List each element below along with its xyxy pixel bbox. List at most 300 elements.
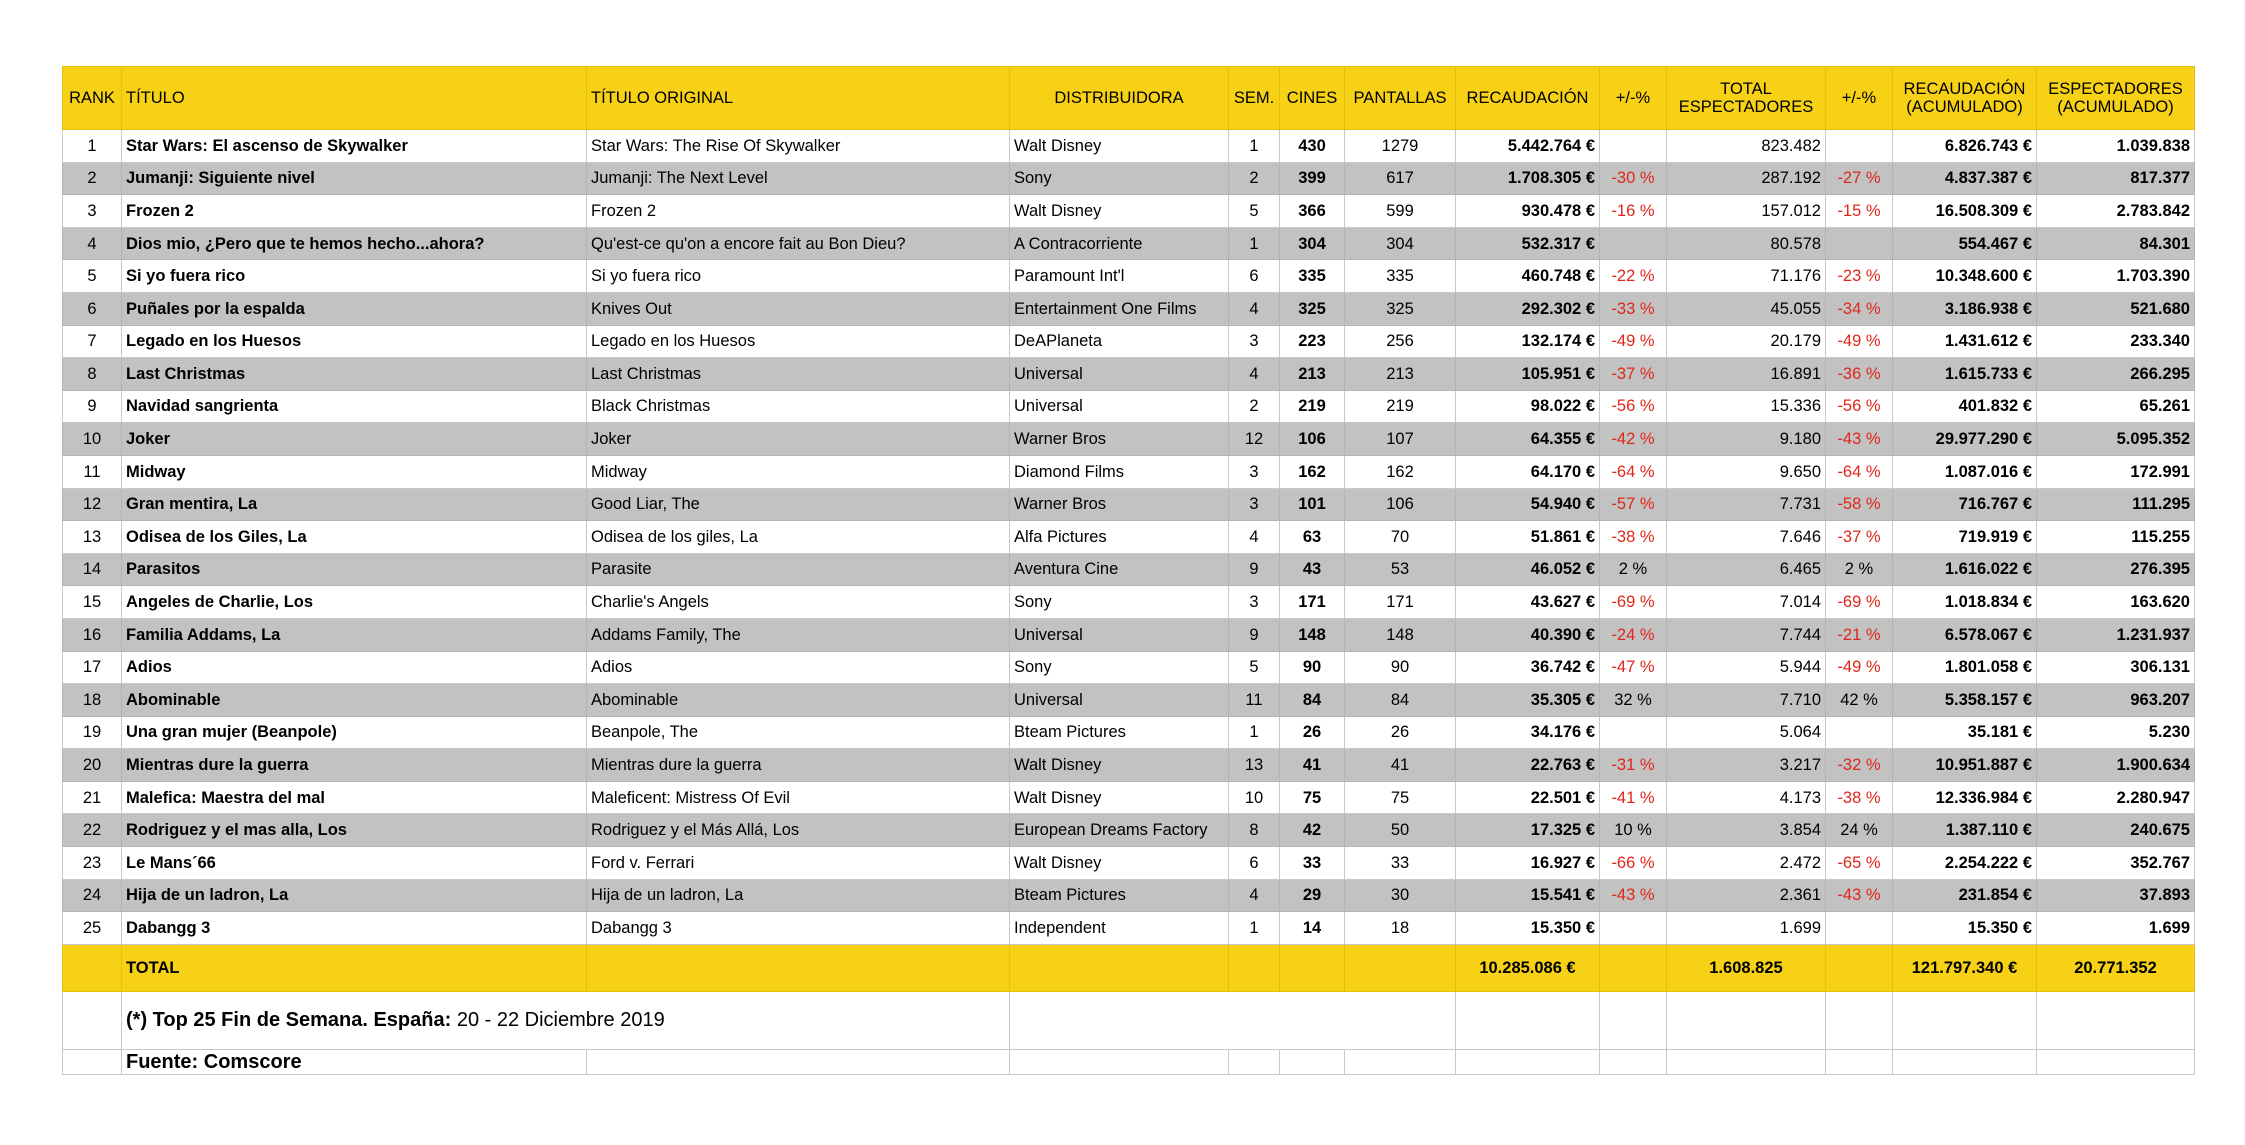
cumulative-admissions-cell[interactable]: 5.230 <box>2037 716 2195 749</box>
admissions-cell[interactable]: 9.180 <box>1667 423 1826 456</box>
original-title-cell[interactable]: Odisea de los giles, La <box>587 521 1010 554</box>
empty-cell[interactable] <box>1229 1049 1280 1074</box>
cumulative-admissions-cell[interactable]: 1.703.390 <box>2037 260 2195 293</box>
rank-cell[interactable]: 12 <box>63 488 122 521</box>
original-title-cell[interactable]: Knives Out <box>587 292 1010 325</box>
total-recaudacion-acumulado[interactable]: 121.797.340 € <box>1893 944 2037 991</box>
cumulative-admissions-cell[interactable]: 233.340 <box>2037 325 2195 358</box>
title-cell[interactable]: Odisea de los Giles, La <box>122 521 587 554</box>
rank-cell[interactable]: 21 <box>63 781 122 814</box>
cinemas-cell[interactable]: 75 <box>1280 781 1345 814</box>
title-cell[interactable]: Si yo fuera rico <box>122 260 587 293</box>
empty-cell[interactable] <box>1345 1049 1456 1074</box>
cinemas-cell[interactable]: 219 <box>1280 390 1345 423</box>
cumulative-gross-cell[interactable]: 10.951.887 € <box>1893 749 2037 782</box>
weeks-cell[interactable]: 10 <box>1229 781 1280 814</box>
total-cell[interactable] <box>1229 944 1280 991</box>
screens-cell[interactable]: 26 <box>1345 716 1456 749</box>
weeks-cell[interactable]: 11 <box>1229 684 1280 717</box>
cinemas-cell[interactable]: 325 <box>1280 292 1345 325</box>
cumulative-admissions-cell[interactable]: 240.675 <box>2037 814 2195 847</box>
gross-change-cell[interactable] <box>1600 716 1667 749</box>
cumulative-gross-cell[interactable]: 35.181 € <box>1893 716 2037 749</box>
rank-cell[interactable]: 10 <box>63 423 122 456</box>
admissions-change-cell[interactable]: -34 % <box>1826 292 1893 325</box>
distributor-cell[interactable]: Sony <box>1010 162 1229 195</box>
weeks-cell[interactable]: 2 <box>1229 162 1280 195</box>
rank-cell[interactable]: 9 <box>63 390 122 423</box>
gross-cell[interactable]: 36.742 € <box>1456 651 1600 684</box>
weeks-cell[interactable]: 1 <box>1229 912 1280 945</box>
title-cell[interactable]: Malefica: Maestra del mal <box>122 781 587 814</box>
total-espectadores-acumulado[interactable]: 20.771.352 <box>2037 944 2195 991</box>
admissions-cell[interactable]: 7.710 <box>1667 684 1826 717</box>
admissions-cell[interactable]: 15.336 <box>1667 390 1826 423</box>
admissions-change-cell[interactable]: -36 % <box>1826 358 1893 391</box>
admissions-change-cell[interactable]: -49 % <box>1826 325 1893 358</box>
gross-cell[interactable]: 64.355 € <box>1456 423 1600 456</box>
admissions-change-cell[interactable]: -15 % <box>1826 195 1893 228</box>
total-cell[interactable] <box>1600 944 1667 991</box>
admissions-cell[interactable]: 9.650 <box>1667 455 1826 488</box>
rank-cell[interactable]: 11 <box>63 455 122 488</box>
distributor-cell[interactable]: A Contracorriente <box>1010 227 1229 260</box>
screens-cell[interactable]: 84 <box>1345 684 1456 717</box>
screens-cell[interactable]: 106 <box>1345 488 1456 521</box>
title-cell[interactable]: Legado en los Huesos <box>122 325 587 358</box>
empty-cell[interactable] <box>1826 991 1893 1049</box>
cumulative-admissions-cell[interactable]: 963.207 <box>2037 684 2195 717</box>
total-cell[interactable] <box>63 944 122 991</box>
cinemas-cell[interactable]: 171 <box>1280 586 1345 619</box>
gross-cell[interactable]: 15.350 € <box>1456 912 1600 945</box>
admissions-change-cell[interactable] <box>1826 227 1893 260</box>
original-title-cell[interactable]: Joker <box>587 423 1010 456</box>
title-cell[interactable]: Star Wars: El ascenso de Skywalker <box>122 130 587 163</box>
distributor-cell[interactable]: Alfa Pictures <box>1010 521 1229 554</box>
cumulative-gross-cell[interactable]: 231.854 € <box>1893 879 2037 912</box>
gross-change-cell[interactable] <box>1600 130 1667 163</box>
admissions-cell[interactable]: 7.646 <box>1667 521 1826 554</box>
admissions-cell[interactable]: 20.179 <box>1667 325 1826 358</box>
gross-cell[interactable]: 532.317 € <box>1456 227 1600 260</box>
distributor-cell[interactable]: Aventura Cine <box>1010 553 1229 586</box>
cumulative-gross-cell[interactable]: 6.826.743 € <box>1893 130 2037 163</box>
cumulative-gross-cell[interactable]: 5.358.157 € <box>1893 684 2037 717</box>
admissions-change-cell[interactable]: -64 % <box>1826 455 1893 488</box>
admissions-change-cell[interactable] <box>1826 130 1893 163</box>
original-title-cell[interactable]: Legado en los Huesos <box>587 325 1010 358</box>
screens-cell[interactable]: 30 <box>1345 879 1456 912</box>
cinemas-cell[interactable]: 101 <box>1280 488 1345 521</box>
gross-change-cell[interactable]: -37 % <box>1600 358 1667 391</box>
original-title-cell[interactable]: Midway <box>587 455 1010 488</box>
cumulative-admissions-cell[interactable]: 84.301 <box>2037 227 2195 260</box>
distributor-cell[interactable]: Walt Disney <box>1010 749 1229 782</box>
gross-cell[interactable]: 51.861 € <box>1456 521 1600 554</box>
distributor-cell[interactable]: Universal <box>1010 358 1229 391</box>
cinemas-cell[interactable]: 29 <box>1280 879 1345 912</box>
cinemas-cell[interactable]: 33 <box>1280 847 1345 880</box>
admissions-change-cell[interactable]: -38 % <box>1826 781 1893 814</box>
cumulative-admissions-cell[interactable]: 111.295 <box>2037 488 2195 521</box>
admissions-cell[interactable]: 45.055 <box>1667 292 1826 325</box>
cinemas-cell[interactable]: 335 <box>1280 260 1345 293</box>
total-espectadores[interactable]: 1.608.825 <box>1667 944 1826 991</box>
col-header-pantallas[interactable]: PANTALLAS <box>1345 67 1456 130</box>
gross-change-cell[interactable] <box>1600 227 1667 260</box>
admissions-change-cell[interactable] <box>1826 912 1893 945</box>
title-cell[interactable]: Abominable <box>122 684 587 717</box>
distributor-cell[interactable]: Walt Disney <box>1010 781 1229 814</box>
gross-change-cell[interactable]: 10 % <box>1600 814 1667 847</box>
col-header-rank[interactable]: RANK <box>63 67 122 130</box>
gross-change-cell[interactable]: -56 % <box>1600 390 1667 423</box>
weeks-cell[interactable]: 1 <box>1229 227 1280 260</box>
cumulative-gross-cell[interactable]: 401.832 € <box>1893 390 2037 423</box>
empty-cell[interactable] <box>1280 1049 1345 1074</box>
gross-change-cell[interactable]: -64 % <box>1600 455 1667 488</box>
distributor-cell[interactable]: Bteam Pictures <box>1010 879 1229 912</box>
cumulative-gross-cell[interactable]: 716.767 € <box>1893 488 2037 521</box>
original-title-cell[interactable]: Good Liar, The <box>587 488 1010 521</box>
screens-cell[interactable]: 90 <box>1345 651 1456 684</box>
gross-change-cell[interactable]: -24 % <box>1600 618 1667 651</box>
weeks-cell[interactable]: 8 <box>1229 814 1280 847</box>
col-header-recaudacion-acumulado[interactable]: RECAUDACIÓN (ACUMULADO) <box>1893 67 2037 130</box>
cumulative-admissions-cell[interactable]: 172.991 <box>2037 455 2195 488</box>
cinemas-cell[interactable]: 63 <box>1280 521 1345 554</box>
total-cell[interactable] <box>1345 944 1456 991</box>
gross-change-cell[interactable]: -41 % <box>1600 781 1667 814</box>
admissions-cell[interactable]: 7.014 <box>1667 586 1826 619</box>
title-cell[interactable]: Parasitos <box>122 553 587 586</box>
gross-change-cell[interactable]: -38 % <box>1600 521 1667 554</box>
admissions-change-cell[interactable]: -37 % <box>1826 521 1893 554</box>
empty-cell[interactable] <box>2037 1049 2195 1074</box>
original-title-cell[interactable]: Parasite <box>587 553 1010 586</box>
rank-cell[interactable]: 17 <box>63 651 122 684</box>
gross-cell[interactable]: 64.170 € <box>1456 455 1600 488</box>
title-cell[interactable]: Frozen 2 <box>122 195 587 228</box>
screens-cell[interactable]: 53 <box>1345 553 1456 586</box>
distributor-cell[interactable]: Warner Bros <box>1010 423 1229 456</box>
rank-cell[interactable]: 7 <box>63 325 122 358</box>
cumulative-gross-cell[interactable]: 1.801.058 € <box>1893 651 2037 684</box>
cumulative-gross-cell[interactable]: 4.837.387 € <box>1893 162 2037 195</box>
empty-cell[interactable] <box>1600 991 1667 1049</box>
rank-cell[interactable]: 13 <box>63 521 122 554</box>
weeks-cell[interactable]: 1 <box>1229 716 1280 749</box>
admissions-change-cell[interactable]: 24 % <box>1826 814 1893 847</box>
weeks-cell[interactable]: 6 <box>1229 847 1280 880</box>
total-label[interactable]: TOTAL <box>122 944 587 991</box>
cumulative-gross-cell[interactable]: 1.087.016 € <box>1893 455 2037 488</box>
cumulative-gross-cell[interactable]: 15.350 € <box>1893 912 2037 945</box>
admissions-cell[interactable]: 5.064 <box>1667 716 1826 749</box>
admissions-change-cell[interactable]: -65 % <box>1826 847 1893 880</box>
gross-change-cell[interactable]: -31 % <box>1600 749 1667 782</box>
distributor-cell[interactable]: Walt Disney <box>1010 847 1229 880</box>
empty-cell[interactable] <box>1826 1049 1893 1074</box>
admissions-cell[interactable]: 6.465 <box>1667 553 1826 586</box>
admissions-cell[interactable]: 7.744 <box>1667 618 1826 651</box>
gross-change-cell[interactable]: -30 % <box>1600 162 1667 195</box>
weeks-cell[interactable]: 3 <box>1229 586 1280 619</box>
weeks-cell[interactable]: 3 <box>1229 325 1280 358</box>
weeks-cell[interactable]: 6 <box>1229 260 1280 293</box>
original-title-cell[interactable]: Star Wars: The Rise Of Skywalker <box>587 130 1010 163</box>
cinemas-cell[interactable]: 213 <box>1280 358 1345 391</box>
original-title-cell[interactable]: Jumanji: The Next Level <box>587 162 1010 195</box>
screens-cell[interactable]: 213 <box>1345 358 1456 391</box>
weeks-cell[interactable]: 5 <box>1229 195 1280 228</box>
screens-cell[interactable]: 304 <box>1345 227 1456 260</box>
cumulative-admissions-cell[interactable]: 306.131 <box>2037 651 2195 684</box>
distributor-cell[interactable]: Independent <box>1010 912 1229 945</box>
gross-cell[interactable]: 460.748 € <box>1456 260 1600 293</box>
weeks-cell[interactable]: 5 <box>1229 651 1280 684</box>
rank-cell[interactable]: 24 <box>63 879 122 912</box>
distributor-cell[interactable]: Walt Disney <box>1010 195 1229 228</box>
total-cell[interactable] <box>1826 944 1893 991</box>
gross-cell[interactable]: 35.305 € <box>1456 684 1600 717</box>
screens-cell[interactable]: 325 <box>1345 292 1456 325</box>
screens-cell[interactable]: 33 <box>1345 847 1456 880</box>
original-title-cell[interactable]: Black Christmas <box>587 390 1010 423</box>
title-cell[interactable]: Dabangg 3 <box>122 912 587 945</box>
distributor-cell[interactable]: Sony <box>1010 586 1229 619</box>
title-cell[interactable]: Rodriguez y el mas alla, Los <box>122 814 587 847</box>
distributor-cell[interactable]: Entertainment One Films <box>1010 292 1229 325</box>
cinemas-cell[interactable]: 42 <box>1280 814 1345 847</box>
cinemas-cell[interactable]: 26 <box>1280 716 1345 749</box>
original-title-cell[interactable]: Maleficent: Mistress Of Evil <box>587 781 1010 814</box>
admissions-cell[interactable]: 80.578 <box>1667 227 1826 260</box>
screens-cell[interactable]: 148 <box>1345 618 1456 651</box>
admissions-cell[interactable]: 2.472 <box>1667 847 1826 880</box>
cinemas-cell[interactable]: 304 <box>1280 227 1345 260</box>
rank-cell[interactable]: 18 <box>63 684 122 717</box>
cinemas-cell[interactable]: 14 <box>1280 912 1345 945</box>
original-title-cell[interactable]: Addams Family, The <box>587 618 1010 651</box>
gross-change-cell[interactable]: -43 % <box>1600 879 1667 912</box>
gross-cell[interactable]: 22.763 € <box>1456 749 1600 782</box>
cumulative-admissions-cell[interactable]: 276.395 <box>2037 553 2195 586</box>
title-cell[interactable]: Mientras dure la guerra <box>122 749 587 782</box>
gross-cell[interactable]: 15.541 € <box>1456 879 1600 912</box>
distributor-cell[interactable]: Warner Bros <box>1010 488 1229 521</box>
original-title-cell[interactable]: Last Christmas <box>587 358 1010 391</box>
admissions-change-cell[interactable]: -21 % <box>1826 618 1893 651</box>
title-cell[interactable]: Joker <box>122 423 587 456</box>
cumulative-gross-cell[interactable]: 3.186.938 € <box>1893 292 2037 325</box>
cumulative-admissions-cell[interactable]: 1.900.634 <box>2037 749 2195 782</box>
empty-cell[interactable] <box>63 991 122 1049</box>
col-header-titulo[interactable]: TÍTULO <box>122 67 587 130</box>
cumulative-gross-cell[interactable]: 6.578.067 € <box>1893 618 2037 651</box>
title-cell[interactable]: Dios mio, ¿Pero que te hemos hecho...ahora? <box>122 227 587 260</box>
distributor-cell[interactable]: Sony <box>1010 651 1229 684</box>
cumulative-admissions-cell[interactable]: 163.620 <box>2037 586 2195 619</box>
screens-cell[interactable]: 599 <box>1345 195 1456 228</box>
admissions-change-cell[interactable]: -43 % <box>1826 423 1893 456</box>
gross-cell[interactable]: 46.052 € <box>1456 553 1600 586</box>
rank-cell[interactable]: 19 <box>63 716 122 749</box>
rank-cell[interactable]: 20 <box>63 749 122 782</box>
cumulative-gross-cell[interactable]: 719.919 € <box>1893 521 2037 554</box>
empty-cell[interactable] <box>1667 991 1826 1049</box>
col-header-pct-recaudacion[interactable]: +/-% <box>1600 67 1667 130</box>
weeks-cell[interactable]: 3 <box>1229 455 1280 488</box>
empty-cell[interactable] <box>1456 991 1600 1049</box>
screens-cell[interactable]: 335 <box>1345 260 1456 293</box>
cinemas-cell[interactable]: 43 <box>1280 553 1345 586</box>
gross-change-cell[interactable]: -47 % <box>1600 651 1667 684</box>
gross-change-cell[interactable]: -57 % <box>1600 488 1667 521</box>
empty-cell[interactable] <box>1893 991 2037 1049</box>
gross-change-cell[interactable]: -16 % <box>1600 195 1667 228</box>
empty-cell[interactable] <box>1010 991 1456 1049</box>
rank-cell[interactable]: 25 <box>63 912 122 945</box>
title-cell[interactable]: Navidad sangrienta <box>122 390 587 423</box>
admissions-cell[interactable]: 2.361 <box>1667 879 1826 912</box>
original-title-cell[interactable]: Charlie's Angels <box>587 586 1010 619</box>
gross-cell[interactable]: 43.627 € <box>1456 586 1600 619</box>
admissions-cell[interactable]: 5.944 <box>1667 651 1826 684</box>
distributor-cell[interactable]: Universal <box>1010 684 1229 717</box>
admissions-cell[interactable]: 3.217 <box>1667 749 1826 782</box>
rank-cell[interactable]: 1 <box>63 130 122 163</box>
cumulative-gross-cell[interactable]: 1.616.022 € <box>1893 553 2037 586</box>
gross-change-cell[interactable]: -49 % <box>1600 325 1667 358</box>
distributor-cell[interactable]: DeAPlaneta <box>1010 325 1229 358</box>
admissions-cell[interactable]: 287.192 <box>1667 162 1826 195</box>
screens-cell[interactable]: 171 <box>1345 586 1456 619</box>
admissions-cell[interactable]: 823.482 <box>1667 130 1826 163</box>
empty-cell[interactable] <box>1893 1049 2037 1074</box>
gross-change-cell[interactable] <box>1600 912 1667 945</box>
title-cell[interactable]: Jumanji: Siguiente nivel <box>122 162 587 195</box>
gross-cell[interactable]: 17.325 € <box>1456 814 1600 847</box>
empty-cell[interactable] <box>2037 991 2195 1049</box>
screens-cell[interactable]: 50 <box>1345 814 1456 847</box>
admissions-change-cell[interactable]: -23 % <box>1826 260 1893 293</box>
admissions-cell[interactable]: 4.173 <box>1667 781 1826 814</box>
screens-cell[interactable]: 107 <box>1345 423 1456 456</box>
rank-cell[interactable]: 8 <box>63 358 122 391</box>
gross-cell[interactable]: 40.390 € <box>1456 618 1600 651</box>
gross-change-cell[interactable]: -69 % <box>1600 586 1667 619</box>
total-cell[interactable] <box>1010 944 1229 991</box>
title-cell[interactable]: Adios <box>122 651 587 684</box>
weeks-cell[interactable]: 12 <box>1229 423 1280 456</box>
screens-cell[interactable]: 256 <box>1345 325 1456 358</box>
col-header-total-espectadores[interactable]: TOTAL ESPECTADORES <box>1667 67 1826 130</box>
admissions-cell[interactable]: 16.891 <box>1667 358 1826 391</box>
cinemas-cell[interactable]: 148 <box>1280 618 1345 651</box>
weeks-cell[interactable]: 9 <box>1229 618 1280 651</box>
original-title-cell[interactable]: Adios <box>587 651 1010 684</box>
weeks-cell[interactable]: 1 <box>1229 130 1280 163</box>
cinemas-cell[interactable]: 84 <box>1280 684 1345 717</box>
gross-change-cell[interactable]: -66 % <box>1600 847 1667 880</box>
cumulative-gross-cell[interactable]: 16.508.309 € <box>1893 195 2037 228</box>
original-title-cell[interactable]: Si yo fuera rico <box>587 260 1010 293</box>
title-cell[interactable]: Gran mentira, La <box>122 488 587 521</box>
cumulative-gross-cell[interactable]: 1.018.834 € <box>1893 586 2037 619</box>
weeks-cell[interactable]: 13 <box>1229 749 1280 782</box>
cumulative-gross-cell[interactable]: 10.348.600 € <box>1893 260 2037 293</box>
admissions-change-cell[interactable]: -56 % <box>1826 390 1893 423</box>
screens-cell[interactable]: 41 <box>1345 749 1456 782</box>
cinemas-cell[interactable]: 90 <box>1280 651 1345 684</box>
empty-cell[interactable] <box>63 1049 122 1074</box>
empty-cell[interactable] <box>1600 1049 1667 1074</box>
cinemas-cell[interactable]: 399 <box>1280 162 1345 195</box>
gross-cell[interactable]: 54.940 € <box>1456 488 1600 521</box>
cumulative-admissions-cell[interactable]: 1.699 <box>2037 912 2195 945</box>
cumulative-admissions-cell[interactable]: 817.377 <box>2037 162 2195 195</box>
original-title-cell[interactable]: Hija de un ladron, La <box>587 879 1010 912</box>
title-cell[interactable]: Angeles de Charlie, Los <box>122 586 587 619</box>
title-cell[interactable]: Le Mans´66 <box>122 847 587 880</box>
weeks-cell[interactable]: 2 <box>1229 390 1280 423</box>
col-header-sem[interactable]: SEM. <box>1229 67 1280 130</box>
cumulative-admissions-cell[interactable]: 37.893 <box>2037 879 2195 912</box>
admissions-change-cell[interactable] <box>1826 716 1893 749</box>
screens-cell[interactable]: 617 <box>1345 162 1456 195</box>
title-cell[interactable]: Una gran mujer (Beanpole) <box>122 716 587 749</box>
screens-cell[interactable]: 1279 <box>1345 130 1456 163</box>
admissions-change-cell[interactable]: -32 % <box>1826 749 1893 782</box>
rank-cell[interactable]: 22 <box>63 814 122 847</box>
cumulative-admissions-cell[interactable]: 266.295 <box>2037 358 2195 391</box>
gross-cell[interactable]: 22.501 € <box>1456 781 1600 814</box>
rank-cell[interactable]: 3 <box>63 195 122 228</box>
original-title-cell[interactable]: Frozen 2 <box>587 195 1010 228</box>
total-cell[interactable] <box>1280 944 1345 991</box>
empty-cell[interactable] <box>1010 1049 1229 1074</box>
title-cell[interactable]: Midway <box>122 455 587 488</box>
cinemas-cell[interactable]: 430 <box>1280 130 1345 163</box>
original-title-cell[interactable]: Ford v. Ferrari <box>587 847 1010 880</box>
original-title-cell[interactable]: Qu'est-ce qu'on a encore fait au Bon Dieu? <box>587 227 1010 260</box>
cumulative-gross-cell[interactable]: 29.977.290 € <box>1893 423 2037 456</box>
col-header-pct-espectadores[interactable]: +/-% <box>1826 67 1893 130</box>
title-cell[interactable]: Puñales por la espalda <box>122 292 587 325</box>
cumulative-gross-cell[interactable]: 554.467 € <box>1893 227 2037 260</box>
distributor-cell[interactable]: Bteam Pictures <box>1010 716 1229 749</box>
empty-cell[interactable] <box>1456 1049 1600 1074</box>
cumulative-admissions-cell[interactable]: 5.095.352 <box>2037 423 2195 456</box>
cumulative-admissions-cell[interactable]: 65.261 <box>2037 390 2195 423</box>
distributor-cell[interactable]: Universal <box>1010 618 1229 651</box>
cumulative-admissions-cell[interactable]: 521.680 <box>2037 292 2195 325</box>
cinemas-cell[interactable]: 106 <box>1280 423 1345 456</box>
admissions-change-cell[interactable]: -43 % <box>1826 879 1893 912</box>
screens-cell[interactable]: 70 <box>1345 521 1456 554</box>
rank-cell[interactable]: 4 <box>63 227 122 260</box>
admissions-cell[interactable]: 71.176 <box>1667 260 1826 293</box>
screens-cell[interactable]: 75 <box>1345 781 1456 814</box>
admissions-change-cell[interactable]: -69 % <box>1826 586 1893 619</box>
cumulative-admissions-cell[interactable]: 115.255 <box>2037 521 2195 554</box>
original-title-cell[interactable]: Abominable <box>587 684 1010 717</box>
gross-change-cell[interactable]: 32 % <box>1600 684 1667 717</box>
col-header-distribuidora[interactable]: DISTRIBUIDORA <box>1010 67 1229 130</box>
admissions-cell[interactable]: 1.699 <box>1667 912 1826 945</box>
